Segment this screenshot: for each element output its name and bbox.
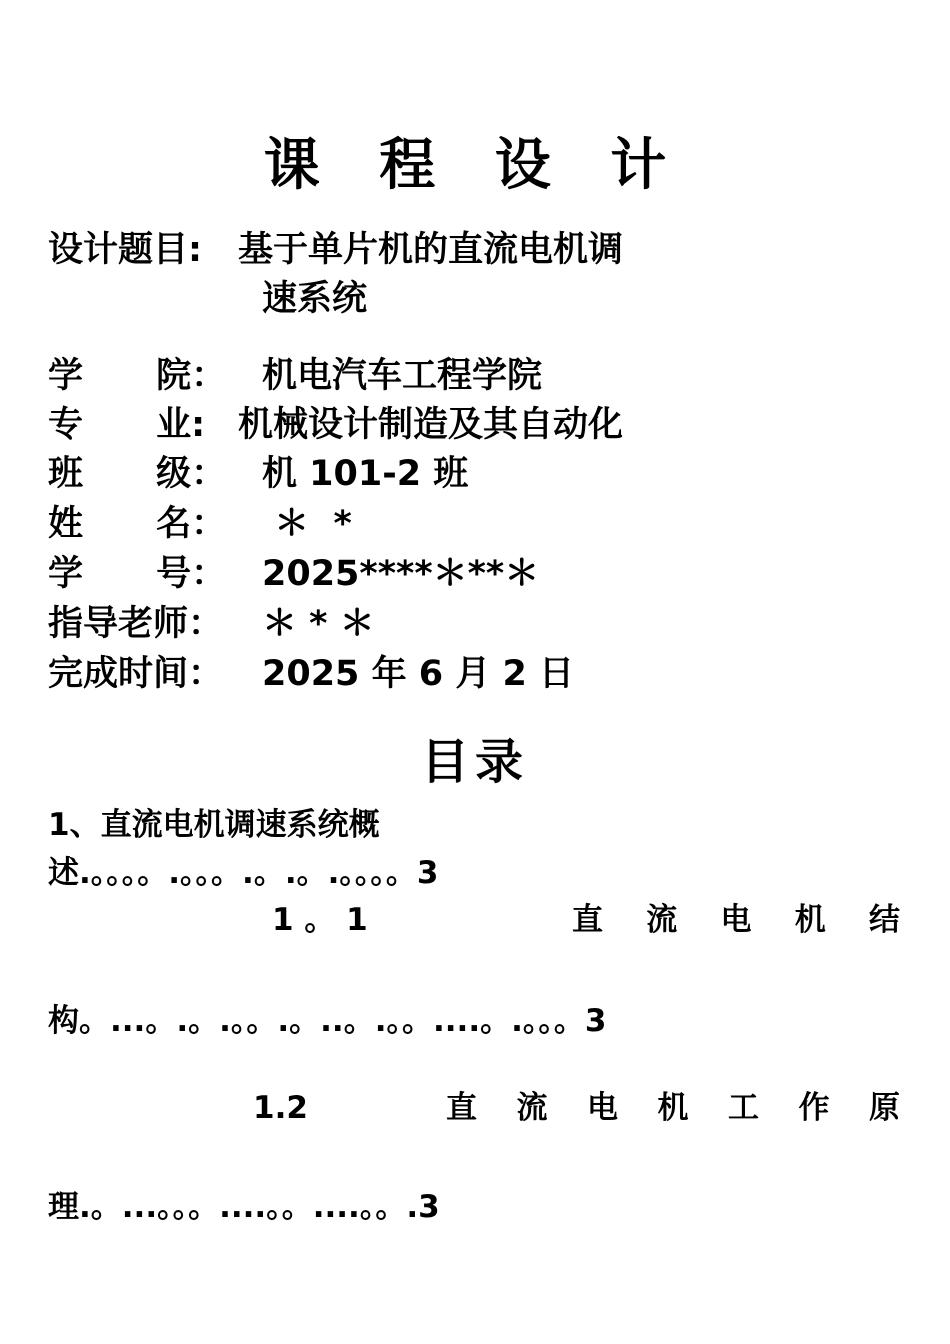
field-value-advisor: ＊ * ＊	[262, 604, 375, 644]
toc-entry-1-2-char: 电	[587, 1090, 618, 1126]
field-label-advisor: 指导老师：	[48, 604, 224, 644]
toc-entry-1-1-char: 直	[572, 902, 603, 938]
field-label-name: 姓 名：	[48, 504, 227, 544]
toc-entry-1-1-number: 1 。 1	[272, 902, 368, 938]
field-value-completion-time: 2025 年 6 月 2 日	[262, 654, 575, 694]
toc-entry-1-1-char: 流	[646, 902, 678, 938]
toc-entry-1-1-char: 电	[720, 902, 752, 938]
toc-entry-1-2-char: 流	[516, 1090, 548, 1126]
toc-entry-1-line1: 1、直流电机调速系统概	[48, 807, 380, 843]
toc-entry-1-2-number: 1.2	[253, 1090, 308, 1126]
toc-entry-1-2-char: 直	[446, 1090, 477, 1126]
toc-entry-1-2-char: 工	[728, 1090, 759, 1126]
design-topic-line1: 基于单片机的直流电机调	[238, 230, 624, 270]
design-topic-label: 设计题目:	[48, 230, 202, 270]
toc-entry-1-1-char: 机	[794, 902, 826, 938]
cover-title: 课 程 设 计	[263, 133, 687, 198]
toc-entry-1-2-char: 机	[657, 1090, 689, 1126]
toc-title: 目录	[420, 734, 529, 790]
toc-entry-1-1-char: 结	[869, 902, 900, 938]
field-value-major: 机械设计制造及其自动化	[238, 405, 624, 445]
field-value-college: 机电汽车工程学院	[262, 356, 543, 396]
field-label-college: 学 院：	[48, 356, 227, 396]
field-label-completion-time: 完成时间：	[48, 654, 224, 694]
field-value-class: 机 101-2 班	[262, 454, 469, 494]
field-label-major: 专 业:	[48, 405, 206, 445]
design-topic-line2: 速系统	[262, 279, 368, 319]
toc-entry-1-2-line2: 理.。...。。。....。。....。。.3	[48, 1189, 440, 1225]
toc-entry-1-2-char: 原	[869, 1090, 900, 1126]
toc-entry-1-1-title	[572, 902, 900, 938]
field-value-name: ＊ *	[262, 504, 352, 544]
toc-entry-1-2-char: 作	[798, 1090, 830, 1126]
toc-entry-1-1-line2: 构。...。.。.。。.。..。.。。....。.。。。3	[48, 1003, 607, 1039]
field-label-student-id: 学 号：	[48, 554, 227, 594]
toc-entry-1-line2: 述.。。。。.。。。.。.。.。。。。3	[48, 855, 439, 891]
toc-entry-1-2-title	[446, 1090, 900, 1126]
field-label-class: 班 级：	[48, 454, 227, 494]
field-value-student-id: 2025****＊**＊	[262, 554, 540, 594]
